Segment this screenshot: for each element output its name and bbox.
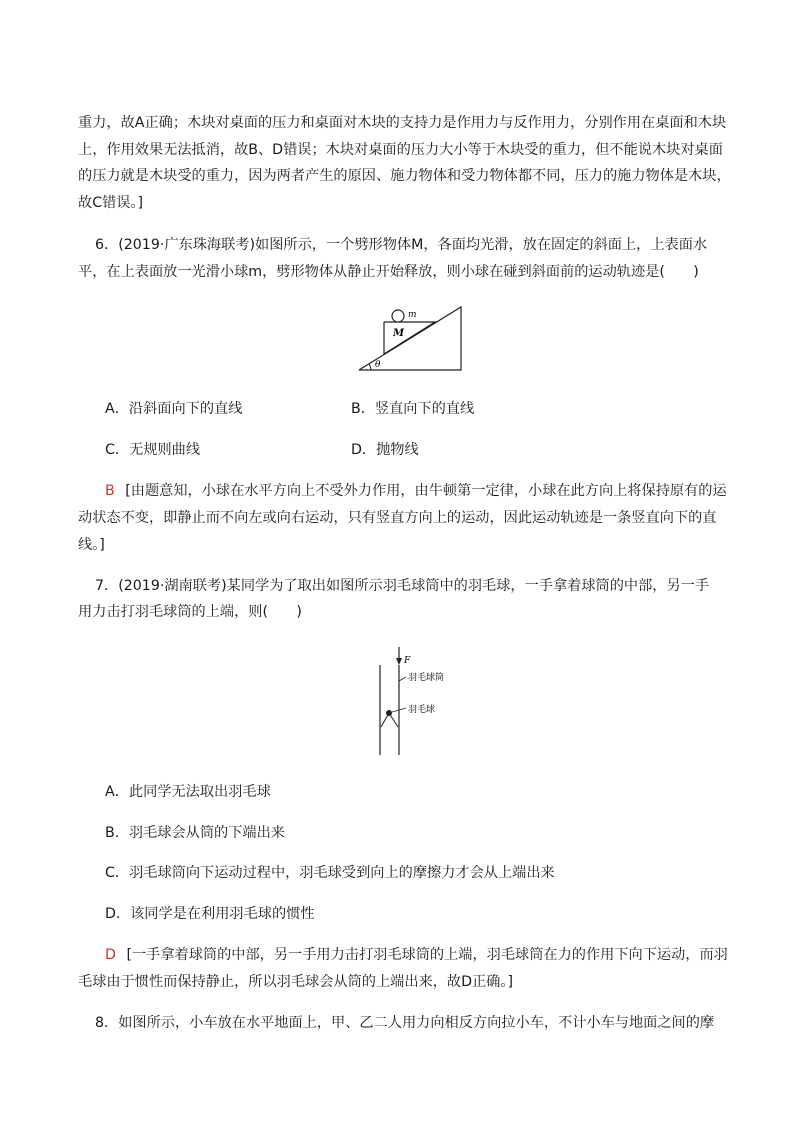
q6-option-d: D．抛物线 (351, 442, 419, 458)
q6-stem-line: 6．(2019·广东珠海联考)如图所示，一个劈形物体M，各面均光滑，放在固定的斜面上，上表面水 (95, 237, 708, 253)
q6-explanation-line (105, 481, 727, 501)
q6-option-b: B．竖直向下的直线 (351, 401, 475, 417)
prev-answer-line: 重力，故A正确；木块对桌面的压力和桌面对木块的支持力是作用力与反作用力，分别作用在桌面和木块 (78, 115, 727, 131)
force-label: F (404, 656, 411, 666)
ball (392, 310, 404, 322)
q6-answer-letter: B (105, 483, 115, 499)
q6-explanation-text: [由题意知，小球在水平方向上不受外力作用，由牛顿第一定律，小球在此方向上将保持原有的运 (125, 483, 727, 499)
prev-answer-line: 故C错误。] (78, 195, 144, 211)
shuttlecock-label: 羽毛球 (408, 705, 436, 715)
q7-option-b: B．羽毛球会从筒的下端出来 (105, 825, 285, 841)
force-arrow-icon (396, 658, 402, 665)
q7-stem-line: 7．(2019·湖南联考)某同学为了取出如图所示羽毛球筒中的羽毛球，一手拿着球筒的中部，另一手 (95, 578, 710, 594)
q7-explanation-line: 毛球由于惯性而保持静止，所以羽毛球会从筒的上端出来，故D正确。] (78, 974, 513, 990)
angle-label: θ (375, 360, 381, 370)
shuttlecock-tube-figure (370, 645, 460, 757)
prev-answer-line: 上，作用效果无法抵消，故B、D错误；木块对桌面的压力大小等于木块受的重力，但不能说木块对桌面 (78, 142, 723, 158)
q8-stem-line: 8．如图所示，小车放在水平地面上，甲、乙二人用力向相反方向拉小车，不计小车与地面之间的摩 (95, 1015, 715, 1031)
q7-option-d: D．该同学是在利用羽毛球的惯性 (105, 906, 315, 922)
q6-stem-line: 平，在上表面放一光滑小球m，劈形物体从静止开始释放，则小球在碰到斜面前的运动轨迹是( ) (78, 264, 699, 280)
block-label: M (393, 328, 405, 339)
q7-explanation-text: [一手拿着球筒的中部，另一手用力击打羽毛球筒的上端，羽毛球筒在力的作用下向下运动，而羽 (126, 947, 728, 963)
wedge-on-incline-figure (355, 303, 467, 373)
q7-option-c: C．羽毛球筒向下运动过程中，羽毛球受到向上的摩擦力才会从上端出来 (105, 865, 555, 881)
q6-explanation-line: 动状态不变，即静止而不向左或向右运动，只有竖直方向上的运动，因此运动轨迹是一条竖直向下的直 (78, 510, 717, 526)
ball-label: m (408, 310, 417, 320)
shuttlecock (386, 710, 392, 716)
prev-answer-line: 的压力就是木块受的重力，因为两者产生的原因、施力物体和受力物体都不同，压力的施力物体是木块， (78, 168, 731, 184)
q7-explanation-line (105, 945, 728, 965)
q6-option-c: C．无规则曲线 (105, 442, 201, 458)
q7-stem-line: 用力击打羽毛球筒的上端，则( ) (78, 604, 302, 620)
q7-answer-letter: D (105, 947, 116, 963)
q6-option-a: A．沿斜面向下的直线 (105, 401, 243, 417)
wedge-block (384, 322, 435, 354)
q7-option-a: A．此同学无法取出羽毛球 (105, 784, 271, 800)
tube-label: 羽毛球筒 (408, 673, 445, 683)
q6-explanation-line: 线。] (78, 537, 105, 553)
